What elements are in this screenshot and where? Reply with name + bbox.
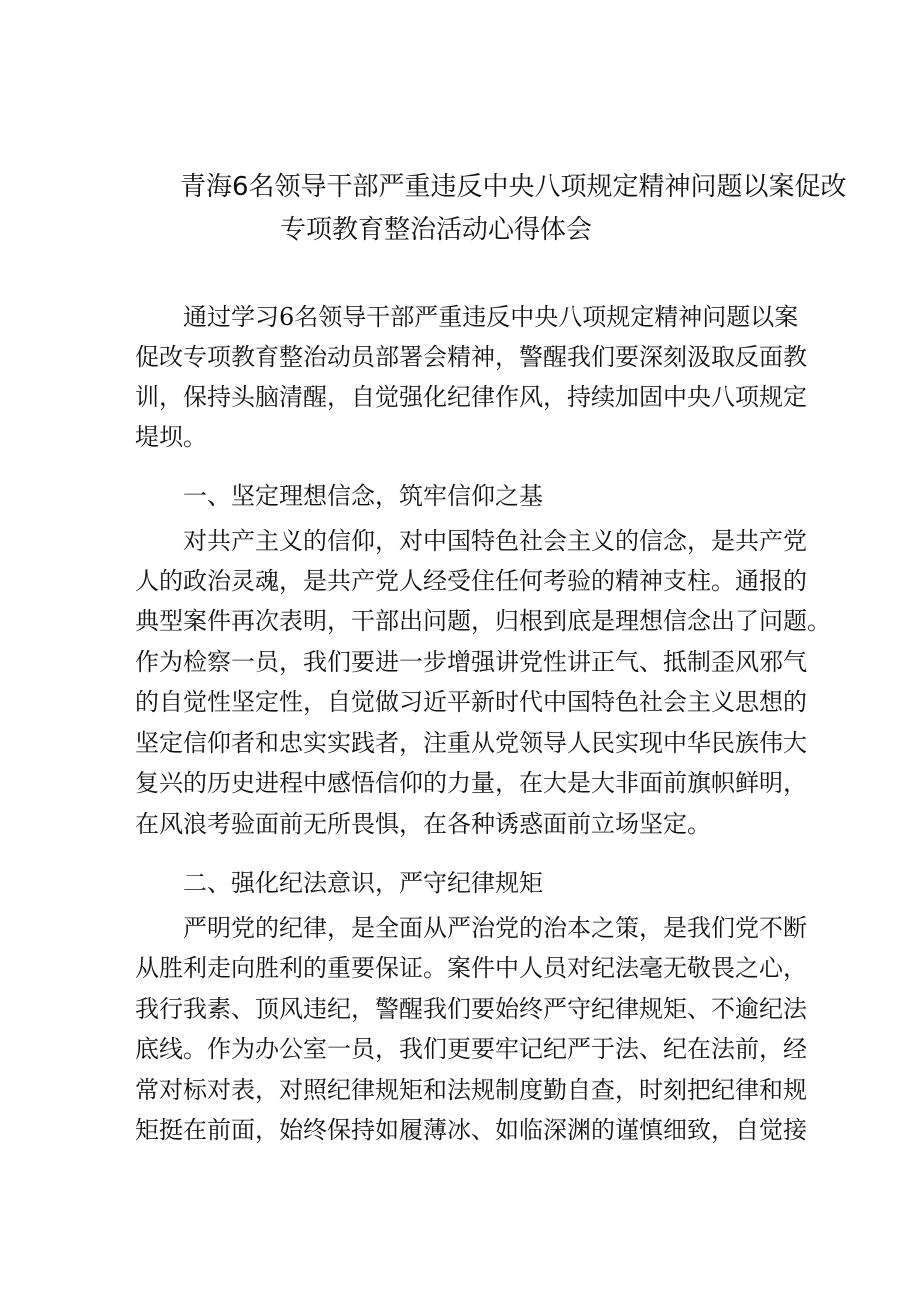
intro-line-1: 通过学习6名领导干部严重违反中央八项规定精神问题以案 <box>183 303 799 331</box>
section-1-line-4: 作为检察一员，我们要进一步增强讲党性讲正气、抵制歪风邪气 <box>135 648 807 676</box>
section-1-line-6: 坚定信仰者和忠实实践者，注重从党领导人民实现中华民族伟大 <box>135 729 807 757</box>
section-2-line-5: 常对标对表，对照纪律规矩和法规制度勤自查，时刻把纪律和规 <box>135 1076 807 1104</box>
section-2-line-3: 我行我素、顶风违纪，警醒我们要始终严守纪律规矩、不逾纪法 <box>135 995 807 1023</box>
document-title-line-2: 专项教育整治活动心得体会 <box>280 215 593 245</box>
section-2-line-2: 从胜利走向胜利的重要保证。案件中人员对纪法毫无敬畏之心， <box>135 954 807 982</box>
section-1-line-8: 在风浪考验面前无所畏惧，在各种诱惑面前立场坚定。 <box>135 810 711 838</box>
section-1-line-7: 复兴的历史进程中感悟信仰的力量，在大是大非面前旗帜鲜明， <box>135 769 807 797</box>
section-1-line-5: 的自觉性坚定性，自觉做习近平新时代中国特色社会主义思想的 <box>135 688 807 716</box>
intro-line-3: 训，保持头脑清醒，自觉强化纪律作风，持续加固中央八项规定 <box>135 383 807 411</box>
section-2-line-6: 矩挺在前面，始终保持如履薄冰、如临深渊的谨慎细致，自觉接 <box>135 1116 807 1144</box>
section-1-line-2: 人的政治灵魂，是共产党人经受住任何考验的精神支柱。通报的 <box>135 567 807 595</box>
section-1-line-1: 对共产主义的信仰，对中国特色社会主义的信念，是共产党 <box>183 527 807 555</box>
section-2-heading: 二、强化纪法意识，严守纪律规矩 <box>183 869 543 897</box>
intro-line-2: 促改专项教育整治动员部署会精神，警醒我们要深刻汲取反面教 <box>135 343 807 371</box>
section-2-line-4: 底线。作为办公室一员，我们更要牢记纪严于法、纪在法前，经 <box>135 1035 807 1063</box>
document-title-line-1: 青海6名领导干部严重违反中央八项规定精神问题以案促改 <box>180 172 847 202</box>
section-1-line-3: 典型案件再次表明，干部出问题，归根到底是理想信念出了问题。 <box>135 607 831 635</box>
section-1-heading: 一、坚定理想信念，筑牢信仰之基 <box>183 482 543 510</box>
intro-line-4: 堤坝。 <box>135 423 207 451</box>
section-2-line-1: 严明党的纪律，是全面从严治党的治本之策，是我们党不断 <box>183 914 807 942</box>
